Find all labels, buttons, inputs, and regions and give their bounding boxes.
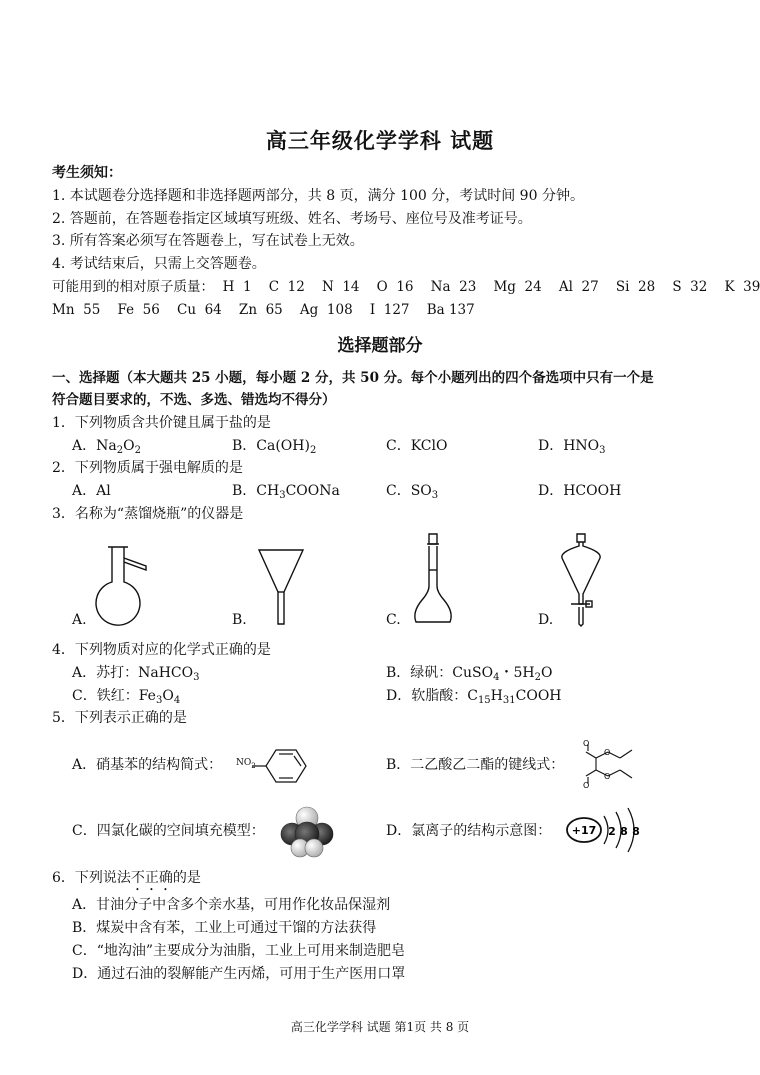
nitro-group-label: $NO_2$ <box>236 758 256 770</box>
option-b: B．$Ca(OH)_2$ <box>232 438 317 456</box>
notice-item: 1. 本试题卷分选择题和非选择题两部分，共 8 页，满分 100 分，考试时间 90 分钟。 <box>52 188 584 204</box>
option-d: D．通过石油的裂解能产生丙烯，可用于生产医用口罩 <box>72 966 406 982</box>
svg-text:O: O <box>604 772 611 781</box>
question-stem: 3．名称为“蒸馏烧瓶”的仪器是 <box>52 506 244 522</box>
page-title: 高三年级化学学科 试题 <box>265 128 495 153</box>
option-c: C. <box>386 612 401 628</box>
option-d: D．软脂酸：$C_{15}H_{31}COOH$ <box>386 688 562 706</box>
option-b: B. <box>232 612 247 628</box>
option-d: D．氯离子的结构示意图： <box>386 823 552 839</box>
option-c: C．铁红：$Fe_3O_4$ <box>72 688 181 706</box>
emphasis-text: 不正确 <box>130 870 173 886</box>
atomic-mass-line: 可能用到的相对原子质量： H 1 C 12 N 14 O 16 Na 23 Mg 24 Al 27 Si 28 S 32 K 39 <box>52 279 760 295</box>
question-stem: 2．下列物质属于强电解质的是 <box>52 460 243 476</box>
notice-item: 3. 所有答案必须写在答题卷上，写在试卷上无效。 <box>52 233 364 249</box>
part-heading: 一、选择题（本大题共 25 小题，每小题 2 分，共 50 分。每个小题列出的四个备选项中只有一个是 <box>52 370 654 386</box>
question-stem: 1．下列物质含共价键且属于盐的是 <box>52 415 271 431</box>
option-c: C．KClO <box>386 438 448 454</box>
option-c: C．“地沟油”主要成分为油脂，工业上可用来制造肥皂 <box>72 943 406 959</box>
option-a: A．Al <box>72 483 111 499</box>
section-title: 选择题部分 <box>337 336 423 356</box>
option-a: A．甘油分子中含多个亲水基，可用作化妆品保湿剂 <box>72 897 391 913</box>
nucleus-label: +17 <box>571 824 597 837</box>
option-d: D．$HNO_3$ <box>538 438 606 456</box>
question-stem: 5．下列表示正确的是 <box>52 710 187 726</box>
option-a: A. <box>72 612 87 628</box>
option-d: D. <box>538 612 554 628</box>
page-footer: 高三化学学科 试题 第1页 共 8 页 <box>290 1020 470 1034</box>
shell-count: 8 <box>620 825 628 838</box>
svg-text:O: O <box>583 781 590 790</box>
option-b: B．二乙酸乙二酯的键线式： <box>386 757 565 773</box>
separatory-funnel-image <box>556 532 606 628</box>
option-a: A．苏打：NaHCO$_3$ <box>72 665 200 683</box>
atomic-mass-line: Mn 55 Fe 56 Cu 64 Zn 65 Ag 108 I 127 Ba 137 <box>52 302 475 318</box>
diester-skeletal-formula <box>578 738 640 788</box>
nitrobenzene-structure <box>252 748 316 784</box>
notice-heading: 考生须知： <box>52 165 122 181</box>
option-d: D．HCOOH <box>538 483 622 499</box>
option-b: B．$CH_3COONa$ <box>232 483 340 501</box>
svg-text:O: O <box>604 748 611 757</box>
option-b: B．绿矾：CuSO$_4$・$5H_2O$ <box>386 665 553 683</box>
shell-count: 8 <box>632 825 640 838</box>
distillation-flask-image <box>94 544 158 628</box>
option-b: B．煤炭中含有苯，工业上可通过干馏的方法获得 <box>72 920 377 936</box>
chloride-ion-diagram <box>564 806 650 854</box>
option-c: C．$SO_3$ <box>386 483 439 501</box>
notice-item: 2. 答题前，在答题卷指定区域填写班级、姓名、考场号、座位号及准考证号。 <box>52 211 532 227</box>
svg-text:O: O <box>583 739 590 748</box>
option-a: A．$Na_2O_2$ <box>72 438 141 456</box>
funnel-image <box>256 548 306 626</box>
question-stem: 6．下列说法不正确的是 <box>52 870 201 886</box>
option-a: A．硝基苯的结构简式： <box>72 757 223 773</box>
notice-item: 4. 考试结束后，只需上交答题卷。 <box>52 256 266 272</box>
option-c: C．四氯化碳的空间填充模型： <box>72 823 265 839</box>
ccl4-space-filling-model <box>280 806 334 858</box>
question-stem: 4．下列物质对应的化学式正确的是 <box>52 642 271 658</box>
shell-count: 2 <box>608 825 616 838</box>
volumetric-flask-image <box>410 530 456 628</box>
part-heading: 符合题目要求的，不选、多选、错选均不得分） <box>52 392 336 408</box>
